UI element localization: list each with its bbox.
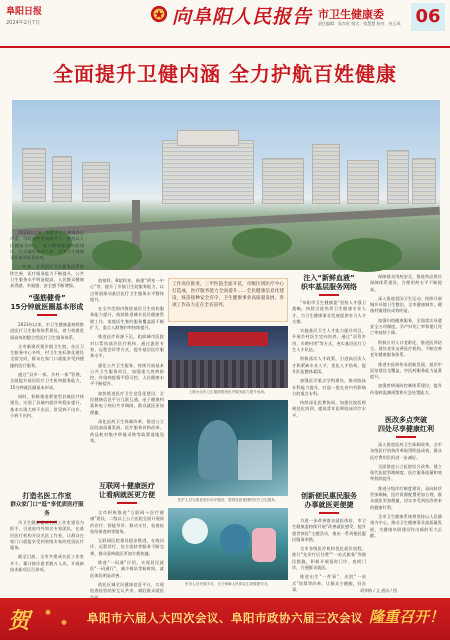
article-col4-bottom	[370, 442, 442, 584]
paragraph: 推进医疗资源下沉，组织城市医院对口帮扶基层医疗机构，通过派驻专家、远程会诊等方式，提升基层医疗服务水平。	[90, 334, 164, 359]
article-col1-top	[10, 230, 84, 292]
paragraph: 深入推进爱国卫生运动，持续开展城乡环境卫生整治，全市健康城市、健康村镇建设成效明显。	[370, 295, 442, 314]
subhead-line: 办事就医更便捷	[304, 501, 354, 509]
paragraph: 保障群众用药安全，推进药品供应保障体系建设，合理用药水平不断提高。	[370, 274, 442, 292]
paragraph: 2023年以来，市卫生健康委持续推进医疗卫生服务体系建设，着力构建优质高效的整合型医疗卫生服务体系。	[10, 322, 84, 340]
paragraph: 在全市范围内推进基层卫生机构服务能力提升，持续推进城乡居民健康管理工作，家庭医生签约服务覆盖面不断扩大，重点人群签约率持续提升。	[90, 306, 164, 331]
paragraph: 全市积极推进“互联网＋医疗健康”建设，二级以上公立医院全面开展预约诊疗、智能导诊、移动支付、检查检验结果查询等服务。	[90, 510, 164, 534]
banner-char: 贺	[8, 608, 31, 634]
subhead-3	[90, 482, 164, 504]
article-col1-mid	[10, 322, 84, 484]
paragraph: 放射科、B超科室，新建“两室一中心”等，提升了乡镇卫生院服务能力，以点带面推动基层医疗卫生服务水平整体提升。	[90, 278, 164, 302]
paragraph: 推进中医药传承创新发展，基层中医馆建设全覆盖，中医药服务能力显著提升。	[370, 361, 442, 380]
subhead-line: 四处尽享健康红利	[378, 425, 434, 433]
subhead-2	[10, 492, 84, 523]
paragraph: 通过“县乡一体、乡村一体”管理，全面提升基层医疗卫生机构服务能力，15分钟就医圈基本形成。	[10, 372, 84, 390]
masthead-title: 向阜阳人民报告	[172, 6, 313, 28]
paragraph: 全面推进公立医院综合改革，建立现代医院管理制度，医疗服务质量和效率持续提升。	[370, 463, 442, 482]
paragraph: 截至目前，全市共建成名医工作室多个，累计接诊患者数万人次，开展新技术新项目百余项。	[10, 554, 84, 573]
article-col3-top	[292, 300, 366, 486]
paragraph: 强化公共卫生服务，持续开展基本公共卫生服务项目，加强重大疾病防控，传染病疫情平稳可控，人民健康水平不断提升。	[90, 362, 164, 387]
paragraph: 依托区域全民健康信息平台，实现检查检验结果互认共享，减轻群众就医	[90, 581, 164, 594]
subhead-line: 让看病就医更方便	[99, 491, 155, 499]
issue-date: 2024年2月7日	[6, 20, 41, 26]
section-name: 市卫生健康委	[318, 8, 384, 21]
photo-caption: 上图为全市卫生健康系统医疗服务能力提升现场。	[188, 390, 268, 394]
paragraph: 推进“一码通”应用，实现居民就医“一码通行”，减少排队等候时间，就医体验明显改善。	[90, 560, 164, 578]
article-col2-top	[90, 278, 164, 478]
paragraph: 积极应对人口老龄化，推进医养结合，建设老年友善医疗机构，不断完善老年健康服务体系。	[370, 339, 442, 358]
paragraph: 深入推进医药卫生体制改革，全市各级医疗机构改革取得明显成效，群众医疗费用负担进一步减轻。	[370, 442, 442, 460]
byline: 胡华梅 / 文 通讯 / 图	[360, 588, 398, 593]
paragraph: “阜阳市卫生健康委”坚持人才强卫战略，持续引进培养卫生健康专业人才，为卫生健康事业发展提供有力人才支撑。	[292, 300, 366, 324]
paragraph: 积极落实人才政策，引进高层次人才和紧缺专业人才，优化人才结构，提升队伍整体素质。	[292, 356, 366, 374]
subhead-line: “强筋健骨”	[28, 294, 66, 302]
paragraph: 全市新建改建乡镇卫生院、社区卫生服务中心多所，村卫生室标准化建设全面完成，群众在家门口就能享受到便捷的医疗服务。	[10, 343, 84, 368]
page-number: 06	[411, 3, 445, 31]
article-col2-bottom	[90, 510, 164, 592]
subhead-line: 注入“新鲜血液”	[303, 274, 355, 282]
paragraph: 推进分级诊疗制度建设，双向转诊更加顺畅，医疗资源配置更加合理，群众就医更加便捷，切实享受到医改带来的健康红利。	[370, 485, 442, 510]
subhead-1	[10, 294, 84, 316]
paragraph: 加快推进医疗卫生信息化建设，全民健康信息平台互联互通，电子健康档案和电子病历共享调阅，群众就医更加便捷。	[90, 390, 164, 415]
conference-photo	[168, 326, 288, 388]
subhead-line: 织牢基层服务网络	[301, 283, 357, 291]
subhead-line: 群众家门口“逛”享优质医疗服务	[10, 502, 84, 517]
subhead-line: 创新便民惠民服务	[301, 492, 357, 500]
subhead-line: 15分钟就医圈基本形成	[10, 303, 84, 311]
subhead-line: 医改多点突破	[385, 416, 427, 424]
paper-name: 阜阳日报	[6, 7, 43, 17]
intro-box: 工作高位推进，三甲医院全面开花，市级区域医疗中心打造成，医疗服务能力全面提升……全民健康信息化建设，疫苗接种安全有序，卫生健康事业高质量发展，各项工作奋力走在全省前列。	[168, 278, 288, 322]
paragraph: 一年来，全市医疗卫生服务体系持续完善，医疗服务能力不断提升，公共卫生服务水平明显提高，人民群众健康获得感、幸福感、安全感不断增强。	[10, 264, 84, 289]
paragraph: 加强妇幼健康服务，全面落实母婴安全五项制度，孕产妇死亡率和婴儿死亡率持续下降。	[370, 317, 442, 336]
paragraph: 深化医药卫生体制改革，推进公立医院高质量发展，医疗服务价格改革、药品耗材集中带量采购等政策落地见效。	[90, 418, 164, 443]
paragraph: 加强疾病预防控制体系建设，提升传染病监测预警和应急处置能力。	[370, 383, 442, 395]
photo-caption: 医务人员开展手术，全力保障人民群众生命健康安全。	[184, 582, 272, 586]
paragraph: 持续深化医教协同，加强住院医师规范化培训，提高青年医师临床诊疗水平。	[292, 400, 366, 418]
article-col1-bottom	[10, 520, 84, 592]
paragraph: 互联网医院建设稳步推进，在线问诊、远程诊疗、处方流转等服务不断完善，群众看病就医更加方便快捷。	[90, 538, 164, 556]
masthead	[0, 0, 450, 48]
subhead-4	[292, 274, 366, 296]
paragraph: 全市卫生健康系统将坚持以人民健康为中心，推动卫生健康事业高质量发展，为健康阜阳建设作出新的更大贡献。	[370, 513, 442, 538]
paragraph: 为进一步改善群众就医体验，市卫生健康委持续开展“改善就医感受、提升患者体验”主题活动，推出一系列便民惠民服务举措。	[292, 518, 366, 542]
emblem-icon	[150, 5, 168, 23]
editors-line: 责任编辑：朱东旺 排式：张慧慧 校对：孙玉风	[318, 21, 401, 26]
photo-caption: 医护人员为患者进行诊疗服务，提供优质便捷的医疗卫生服务。	[177, 498, 279, 502]
paragraph: 推进出生“一件事”、出院“一站式”结算等改革，让群众少跑腿、好办事。	[292, 574, 366, 592]
medical-photo	[168, 400, 288, 496]
banner-slogan: 隆重召开！	[368, 608, 444, 626]
paragraph: 同时，积极推进紧密型县域医共体建设，实现了县域内就诊率稳步提升，基本实现大病不出县、常见病不出乡、小病不出村。	[10, 393, 84, 418]
banner-text: 阜阳市六届人大四次会议、阜阳市政协六届三次会议	[87, 611, 363, 625]
subhead-line: 打造名医工作室	[22, 492, 72, 500]
paragraph: 市卫生健康委以名医工作室建设为抓手，引进省内外知名专家团队，在基层医疗机构开设名医工作室，让群众在家门口就能享受到省级专家的优质医疗服务。	[10, 520, 84, 551]
paragraph: 加强医学重点学科建设，推动临床专科能力提升，打造一批在省内有影响力的重点专科。	[292, 378, 366, 396]
surgery-photo	[168, 508, 288, 580]
congratulation-banner	[0, 598, 450, 640]
subhead-line: 互联网＋健康医疗	[99, 482, 155, 490]
paragraph: 2023年以来，阜阳市卫生健康委在市委、市政府的坚强领导下，坚持以人民健康为中心，深入推进健康阜阳建设，扎实做好各项工作，全市卫生健康事业取得显著成效。	[10, 230, 84, 261]
subhead-6	[370, 416, 442, 438]
subhead-5	[292, 492, 366, 514]
page-headline: 全面提升卫健内涵 全力护航百姓健康	[53, 62, 397, 86]
article-col3-bottom	[292, 518, 366, 592]
paragraph: 实施基层卫生人才能力提升项目，开展乡村医生定向培养，通过“县管乡用、乡聘村用”等方式，充实基层医疗卫生人才队伍。	[292, 328, 366, 353]
article-col4-top	[370, 274, 442, 412]
paragraph: 全市各级医疗机构优化就诊流程，推行“先诊疗后付费”“一站式服务”等便民措施，积极开展延时门诊、夜间门诊，方便群众就医。	[292, 546, 366, 571]
